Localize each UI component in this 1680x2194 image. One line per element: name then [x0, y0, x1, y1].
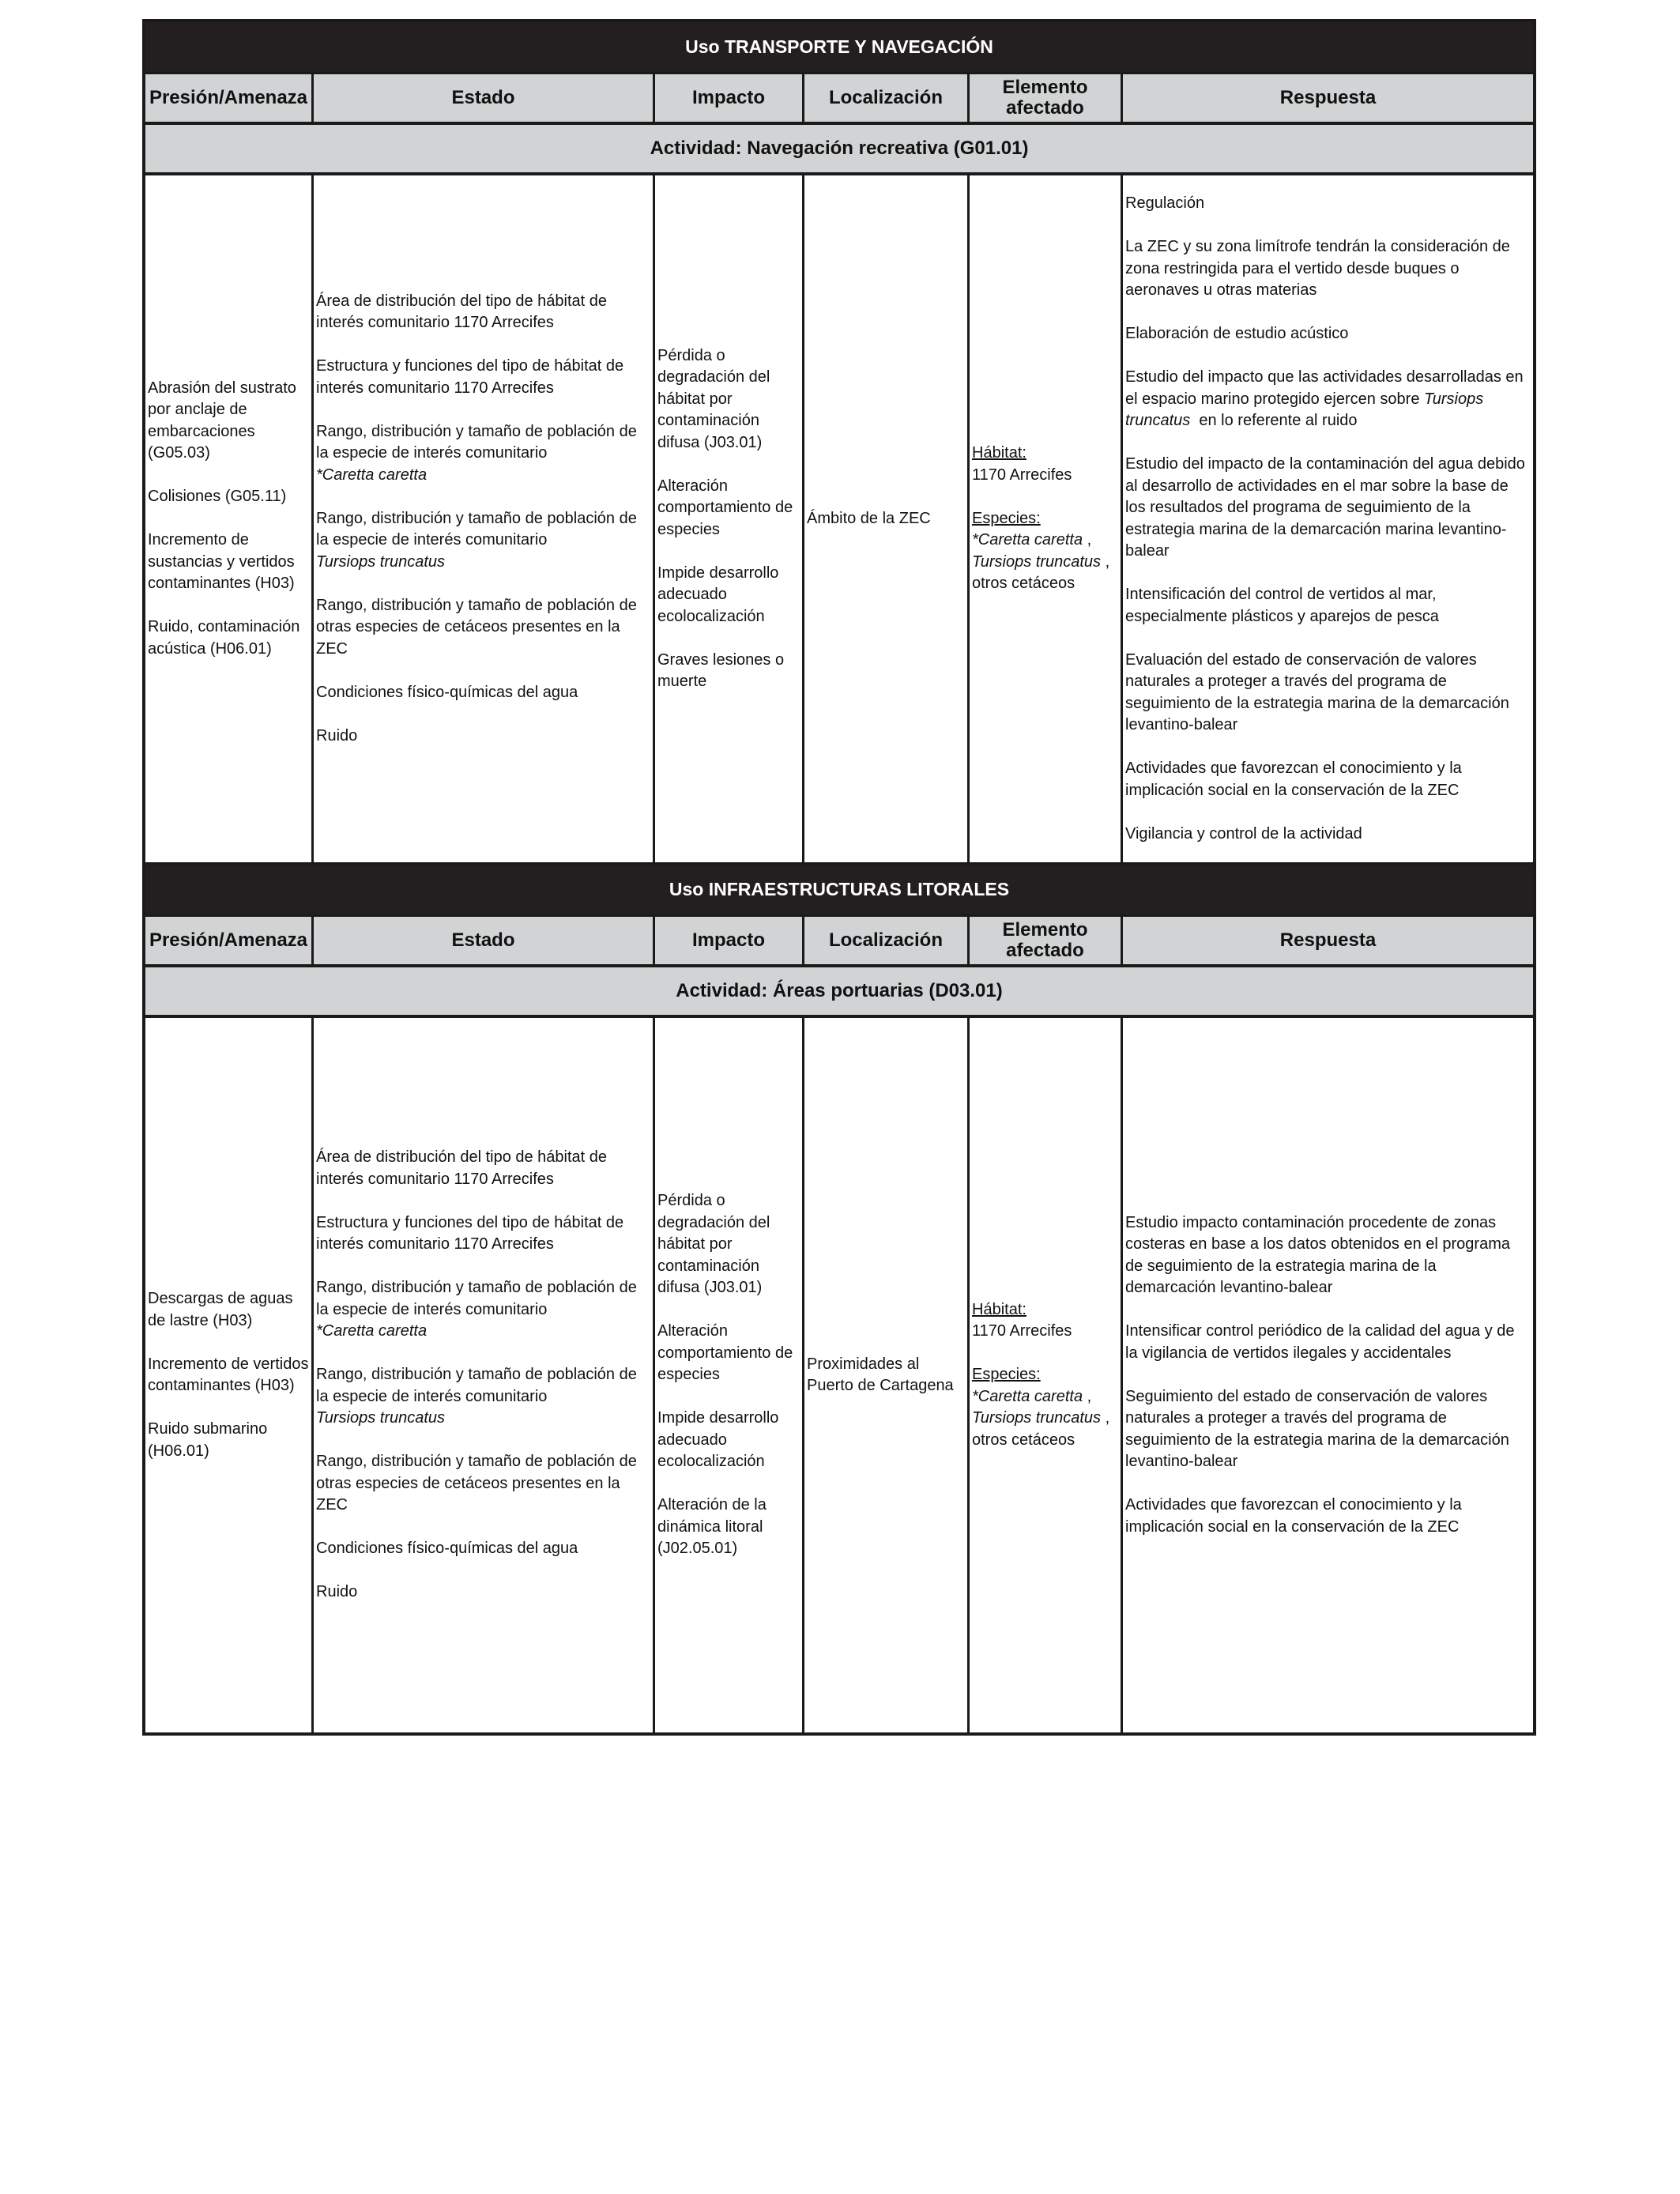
cell-presion [145, 175, 314, 862]
impacto-item: Impide desarrollo adecuado ecolocalización [657, 1409, 779, 1471]
column-header-row [145, 917, 1533, 967]
impacto-item: Alteración comportamiento de especies [657, 1322, 793, 1384]
respuesta-item: Actividades que favorezcan el conocimiento y la implicación social en la conservación de la ZEC [1125, 760, 1462, 799]
header-impacto: Impacto [655, 74, 804, 122]
estado-item: Rango, distribución y tamaño de población de otras especies de cetáceos presentes en la ZEC [316, 1453, 637, 1514]
estado-item: Rango, distribución y tamaño de población de la especie de interés comunitario Tursiops truncatus [316, 509, 637, 571]
column-header-row [145, 74, 1533, 125]
habitat-block: Hábitat: 1170 Arrecifes [972, 444, 1072, 484]
respuesta-item: La ZEC y su zona limítrofe tendrán la consideración de zona restringida para el vertido desde buques o aeronaves u otras materias [1125, 238, 1510, 299]
cell-elemento [970, 1018, 1123, 1732]
measures-table [142, 19, 1536, 1736]
header-localizacion: Localización [804, 74, 970, 122]
cell-respuesta [1123, 1018, 1533, 1732]
cell-estado [314, 1018, 655, 1732]
estado-item: Estructura y funciones del tipo de hábitat de interés comunitario 1170 Arrecifes [316, 1213, 624, 1253]
localizacion-text: Ámbito de la ZEC [807, 509, 931, 527]
respuesta-item: Actividades que favorezcan el conocimiento y la implicación social en la conservación de la ZEC [1125, 1496, 1462, 1536]
cell-estado [314, 175, 655, 862]
impacto-item: Alteración de la dinámica litoral (J02.05.01) [657, 1496, 767, 1558]
header-impacto: Impacto [655, 917, 804, 964]
presion-item: Ruido submarino (H06.01) [148, 1420, 268, 1460]
estado-item: Rango, distribución y tamaño de población de otras especies de cetáceos presentes en la ZEC [316, 596, 637, 658]
habitat-block: Hábitat: 1170 Arrecifes [972, 1300, 1072, 1340]
cell-presion [145, 1018, 314, 1732]
cell-impacto [655, 175, 804, 862]
respuesta-item: Intensificar control periódico de la calidad del agua y de la vigilancia de vertidos ilegales y accidentales [1125, 1322, 1515, 1362]
impacto-item: Graves lesiones o muerte [657, 650, 785, 690]
impacto-item: Alteración comportamiento de especies [657, 477, 793, 538]
header-elemento: Elemento afectado [970, 917, 1123, 964]
header-presion: Presión/Amenaza [145, 917, 314, 964]
localizacion-text: Proximidades al Puerto de Cartagena [807, 1355, 954, 1394]
table-row [145, 1018, 1533, 1732]
respuesta-item: Estudio impacto contaminación procedente de zonas costeras en base a los datos obtenidos en el programa de seguimiento de la estrategia marina de la demarcación levantino-balear [1125, 1213, 1510, 1297]
impacto-item: Impide desarrollo adecuado ecolocalización [657, 564, 779, 625]
estado-item: Área de distribución del tipo de hábitat de interés comunitario 1170 Arrecifes [316, 292, 608, 332]
respuesta-item: Intensificación del control de vertidos al mar, especialmente plásticos y aparejos de pesca [1125, 586, 1439, 625]
header-respuesta: Respuesta [1279, 929, 1377, 951]
respuesta-item: Vigilancia y control de la actividad [1125, 824, 1362, 843]
presion-item: Abrasión del sustrato por anclaje de embarcaciones (G05.03) [148, 379, 296, 462]
especies-block: Especies: *Caretta caretta , Tursiops truncatus , otros cetáceos [972, 1366, 1110, 1449]
impacto-item: Pérdida o degradación del hábitat por contaminación difusa (J03.01) [657, 1192, 770, 1297]
presion-item: Incremento de vertidos contaminantes (H03) [148, 1355, 309, 1394]
header-presion: Presión/Amenaza [145, 74, 314, 122]
activity-row: Actividad: Navegación recreativa (G01.01) [145, 125, 1533, 175]
estado-item: Ruido [316, 1583, 358, 1601]
section-title: Uso TRANSPORTE Y NAVEGACIÓN [145, 22, 1533, 74]
respuesta-item: Seguimiento del estado de conservación de valores naturales a proteger a través del programa de seguimiento de la estrategia marina de la demarcación levantino-balear [1125, 1387, 1509, 1471]
estado-item: Rango, distribución y tamaño de población de la especie de interés comunitario Tursiops truncatus [316, 1366, 637, 1427]
cell-respuesta [1123, 175, 1533, 862]
header-elemento: Elemento afectado [970, 74, 1123, 122]
presion-item: Incremento de sustancias y vertidos contaminantes (H03) [148, 531, 295, 593]
presion-item: Descargas de aguas de lastre (H03) [148, 1290, 293, 1329]
estado-item: Condiciones físico-químicas del agua [316, 683, 578, 701]
estado-item: Condiciones físico-químicas del agua [316, 1540, 578, 1558]
respuesta-item: Elaboración de estudio acústico [1125, 325, 1349, 342]
header-localizacion: Localización [804, 917, 970, 964]
cell-impacto [655, 1018, 804, 1732]
table-row [145, 175, 1533, 865]
impacto-item: Pérdida o degradación del hábitat por contaminación difusa (J03.01) [657, 346, 770, 451]
respuesta-item: Evaluación del estado de conservación de valores naturales a proteger a través del programa de seguimiento de la estrategia marina de la demarcación levantino-balear [1125, 650, 1509, 733]
estado-item: Rango, distribución y tamaño de población de la especie de interés comunitario *Caretta caretta [316, 1279, 637, 1340]
estado-item: Ruido [316, 726, 358, 745]
estado-item: Área de distribución del tipo de hábitat de interés comunitario 1170 Arrecifes [316, 1148, 608, 1188]
respuesta-item: Estudio del impacto de la contaminación del agua debido al desarrollo de actividades en el mar sobre la base de los resultados del programa de seguimiento de la estrategia marina de la demarcación marina levantino-balear [1125, 455, 1525, 560]
especies-block: Especies: *Caretta caretta , Tursiops truncatus , otros cetáceos [972, 509, 1110, 593]
header-estado: Estado [314, 917, 655, 964]
presion-item: Ruido, contaminación acústica (H06.01) [148, 618, 300, 658]
respuesta-item: Regulación [1125, 194, 1205, 212]
presion-item: Colisiones (G05.11) [148, 488, 287, 506]
activity-row: Actividad: Áreas portuarias (D03.01) [145, 967, 1533, 1018]
cell-localizacion [804, 1018, 970, 1732]
section-title: Uso INFRAESTRUCTURAS LITORALES [145, 865, 1533, 917]
header-respuesta: Respuesta [1279, 87, 1377, 108]
estado-item: Estructura y funciones del tipo de hábitat de interés comunitario 1170 Arrecifes [316, 357, 624, 397]
cell-elemento [970, 175, 1123, 862]
header-estado: Estado [314, 74, 655, 122]
respuesta-item: Estudio del impacto que las actividades desarrolladas en el espacio marino protegido ejercen sobre Tursiops truncatus en lo referente al ruido [1125, 368, 1524, 429]
estado-item: Rango, distribución y tamaño de población de la especie de interés comunitario *Caretta caretta [316, 422, 637, 484]
cell-localizacion [804, 175, 970, 862]
